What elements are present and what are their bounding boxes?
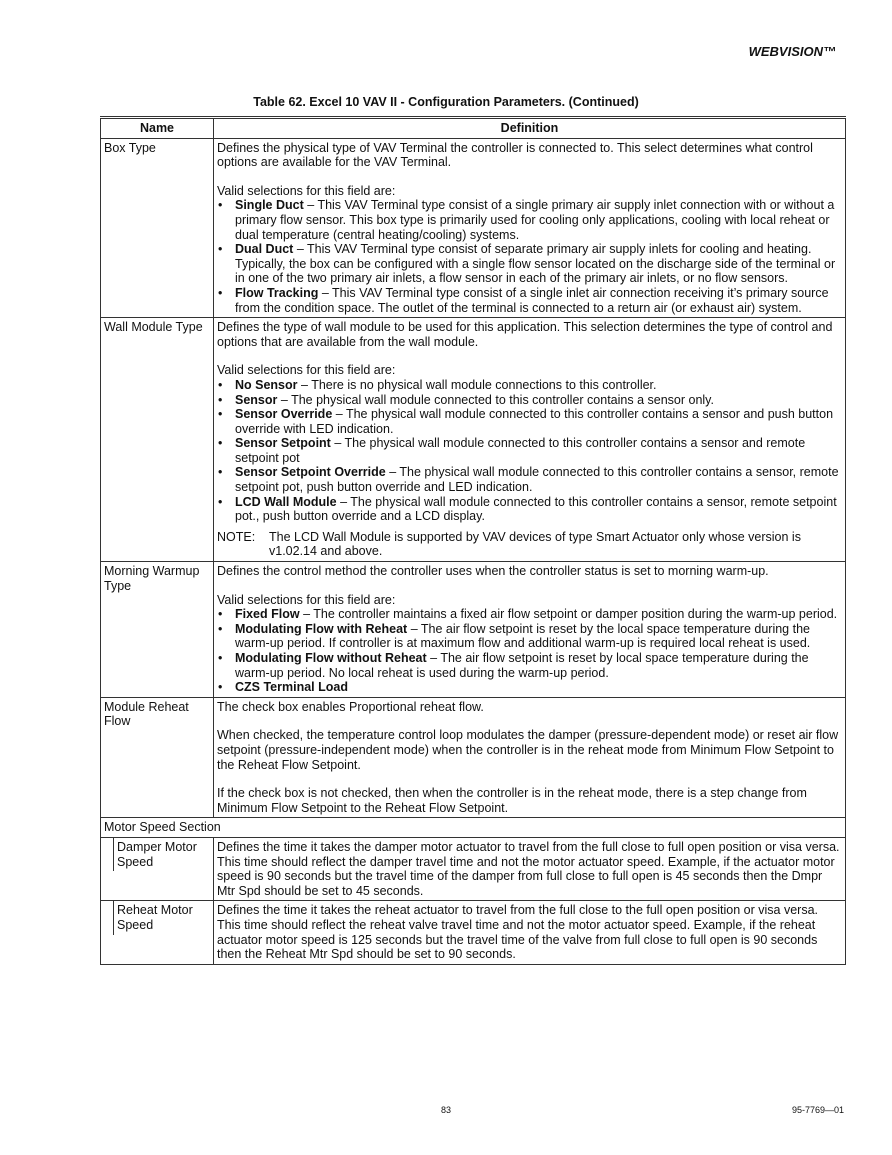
param-definition xyxy=(214,138,846,318)
table-row xyxy=(101,562,846,698)
list-item: • LCD Wall Module – The physical wall module connected to this controller contains a sensor, remote setpoint pot., push button override and a LCD display. xyxy=(217,495,841,524)
list-item: • Fixed Flow – The controller maintains a fixed air flow setpoint or damper position during the warm-up period. xyxy=(217,607,841,622)
list-item: • Modulating Flow with Reheat – The air flow setpoint is reset by the local space temperature during the warm-up period. If controller is at maximum flow and additional warm-up is required local reheat is used. xyxy=(217,622,841,651)
section-heading: Motor Speed Section xyxy=(101,818,846,838)
list-item: • Dual Duct – This VAV Terminal type consist of separate primary air supply inlets for cooling and heating. Typically, the box can be configured with a single flow sensor located on the discharge side of the terminal or in one of the two primary air inlets, a flow sensor in each of the primary air inlets, or no flow sensors. xyxy=(217,242,841,286)
column-header-definition: Definition xyxy=(214,118,846,139)
param-definition xyxy=(214,901,846,964)
table-caption: Table 62. Excel 10 VAV II - Configuration Parameters. (Continued) xyxy=(253,95,639,109)
definition-paragraph: The check box enables Proportional reheat flow. xyxy=(217,699,484,714)
definition-paragraph: When checked, the temperature control loop modulates the damper (pressure-dependent mode) or reset air flow setpoint (pressure-independent mode) when the controller is in the reheat mode from Minimum Flow Setpoint to the Reheat Flow Setpoint. xyxy=(217,728,839,772)
selection-list xyxy=(217,607,841,695)
list-item: • Sensor Override – The physical wall module connected to this controller contains a sensor and push button override with LED indication. xyxy=(217,407,841,436)
document-number: 95-7769—01 xyxy=(791,1105,844,1115)
table-section-row xyxy=(101,818,846,838)
list-item: • Flow Tracking – This VAV Terminal type consist of a single inlet air connection receiving it’s primary source from the condition space. The outlet of the terminal is connected to a return air (or exhaust air) system. xyxy=(217,286,841,315)
definition-paragraph: If the check box is not checked, then when the controller is in the reheat mode, there is a step change from Minimum Flow Setpoint to the Reheat Flow Setpoint. xyxy=(217,786,807,815)
running-header: WEBVISION™ xyxy=(748,44,836,59)
selection-list xyxy=(217,378,841,524)
table-header-row xyxy=(101,118,846,139)
param-name: Wall Module Type xyxy=(101,318,214,562)
definition-intro: Defines the control method the controller uses when the controller status is set to morning warm-up. xyxy=(217,564,769,579)
list-item: • Sensor Setpoint – The physical wall module connected to this controller contains a sensor and remote setpoint pot xyxy=(217,436,841,465)
definition-intro: Defines the physical type of VAV Terminal the controller is connected to. This select determines what control options are available for the VAV Terminal. xyxy=(217,140,813,170)
param-definition xyxy=(214,837,846,900)
param-name-cell xyxy=(101,837,214,900)
param-name: Reheat Motor Speed xyxy=(113,901,213,934)
note-text: The LCD Wall Module is supported by VAV devices of type Smart Actuator only whose version is v1.02.14 and above. xyxy=(269,529,801,559)
list-item: • Sensor Setpoint Override – The physical wall module connected to this controller contains a sensor, remote setpoint pot, push button override and LED indication. xyxy=(217,465,841,494)
definition-intro: Defines the type of wall module to be used for this application. This selection determines the type of control and options that are available from the wall module. xyxy=(217,320,833,349)
list-item: • Sensor – The physical wall module connected to this controller contains a sensor only. xyxy=(217,393,841,408)
list-item: • Modulating Flow without Reheat – The air flow setpoint is reset by local space temperature during the warm-up period. No local reheat is used during the warm-up period. xyxy=(217,651,841,680)
param-name-cell xyxy=(101,901,214,964)
table-row xyxy=(101,697,846,818)
valid-selections-label: Valid selections for this field are: xyxy=(217,183,396,198)
valid-selections-label: Valid selections for this field are: xyxy=(217,592,396,607)
column-header-name: Name xyxy=(101,118,214,139)
param-name: Morning Warmup Type xyxy=(101,562,214,698)
param-definition xyxy=(214,697,846,818)
definition-paragraph: Defines the time it takes the damper motor actuator to travel from the full close to full open position or visa versa. This time should reflect the damper travel time and not the motor actuator speed. Example, if the actuator motor speed is 90 seconds but the travel time of the damper from full close to full open is 45 seconds then the Dmpr Mtr Spd should be set to 45 seconds. xyxy=(217,839,840,898)
param-definition xyxy=(214,318,846,562)
note xyxy=(217,530,841,559)
param-name: Box Type xyxy=(101,138,214,318)
table-row xyxy=(101,318,846,562)
param-name: Damper Motor Speed xyxy=(113,838,213,871)
param-definition xyxy=(214,562,846,698)
config-parameters-table xyxy=(100,116,846,965)
list-item: • CZS Terminal Load xyxy=(217,680,841,695)
note-label: NOTE: xyxy=(217,529,256,544)
selection-list xyxy=(217,198,841,315)
table-row xyxy=(101,138,846,318)
table-row xyxy=(101,837,846,900)
list-item: • No Sensor – There is no physical wall module connections to this controller. xyxy=(217,378,841,393)
param-name: Module Reheat Flow xyxy=(101,697,214,818)
table-row xyxy=(101,901,846,964)
page-number: 83 xyxy=(440,1105,451,1115)
valid-selections-label: Valid selections for this field are: xyxy=(217,363,396,378)
definition-paragraph: Defines the time it takes the reheat actuator to travel from the full close to the full open position or visa versa. This time should reflect the reheat valve travel time and not the motor actuator speed. Example, if the reheat actuator motor speed is 125 seconds but the travel time of the valve from full close to full open is 90 seconds then the Reheat Mtr Spd should be set to 90 seconds. xyxy=(217,903,819,962)
list-item: • Single Duct – This VAV Terminal type consist of a single primary air supply inlet connection with or without a primary flow sensor. This box type is primarily used for cooling only applications, cooling with local reheat or dual temperature (central heating/cooling) systems. xyxy=(217,198,841,242)
